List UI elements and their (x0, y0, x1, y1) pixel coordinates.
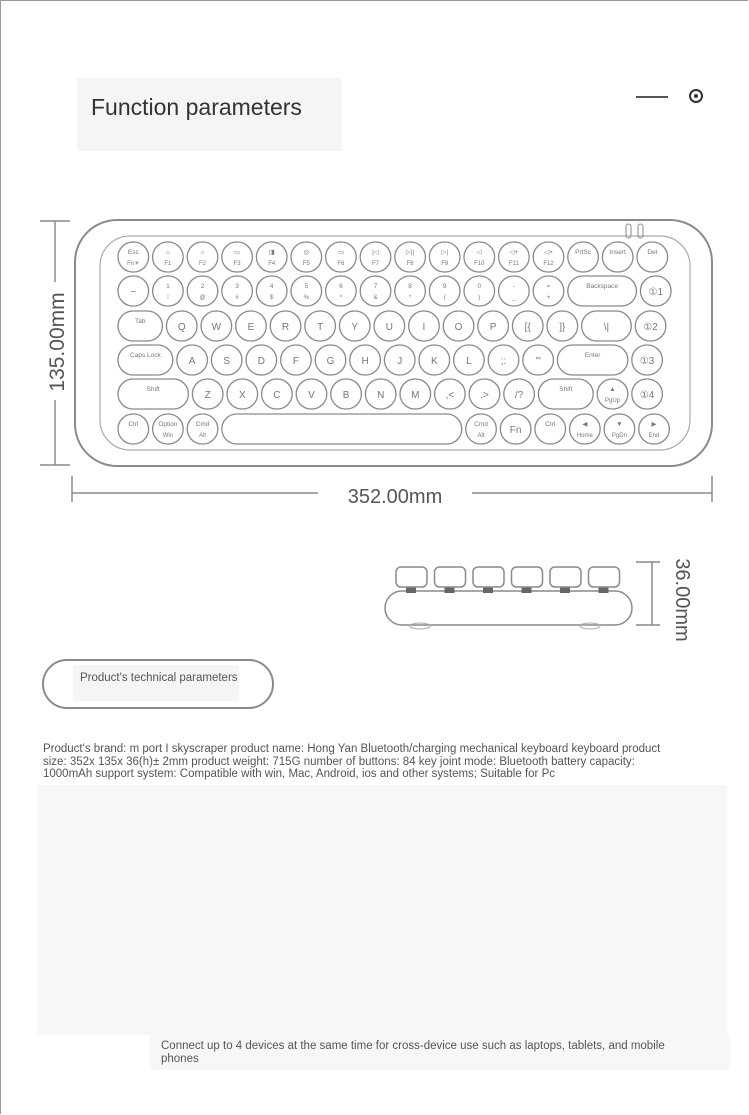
key-label: J (397, 356, 403, 367)
key-sublabel: Alt (477, 433, 485, 439)
footer-caption: Connect up to 4 devices at the same time for cross-device use such as laptops, tablets, and mobile phones (161, 1040, 665, 1065)
key-0-2 (187, 242, 218, 272)
width-dimension-label: 352.00mm (347, 486, 443, 508)
page-title: Function parameters (91, 94, 302, 120)
key-0-4 (256, 242, 287, 272)
key-4-12 (597, 379, 628, 409)
key-1-11 (499, 276, 530, 306)
key-0-6 (326, 242, 357, 272)
key-label: ▲ (609, 386, 616, 393)
key-sublabel: F2 (198, 261, 207, 267)
side-keycap (396, 567, 427, 587)
key-sublabel: * (408, 295, 412, 301)
key-sublabel: F11 (508, 261, 519, 267)
key-1-10 (464, 276, 495, 306)
parameters-text: Product's brand: m port I skyscraper product name: Hong Yan Bluetooth/charging mechanical keyboard keyboard product size: 352x 135x 36(h)± 2mm product weight: 715G number of buttons: 84 key joint mode: Bluetooth battery capacity: 1000mAh support system: Compatible with win, Mac, Android, ios and other systems; Suitable for Pc (43, 743, 661, 780)
key-sublabel: F7 (371, 261, 380, 267)
key-label: 1 (166, 283, 170, 290)
key-5-3 (222, 414, 462, 444)
side-keycap (550, 567, 581, 587)
key-label: 3 (235, 283, 239, 290)
key-label: ▼ (616, 421, 623, 428)
key-label: I (422, 322, 426, 333)
key-label: Cmd (195, 421, 210, 428)
key-sublabel: & (373, 295, 378, 301)
key-label: ▭ (234, 249, 241, 256)
key-label: ~ (130, 287, 137, 298)
key-label: Ctrl (545, 421, 556, 428)
key-label: |◁ (372, 249, 379, 256)
key-5-0 (118, 414, 149, 444)
key-sublabel: ) (478, 295, 481, 301)
key-3-12 (557, 345, 627, 375)
key-label: /? (514, 390, 524, 401)
key-sublabel: F5 (302, 261, 310, 267)
key-0-0 (118, 242, 149, 272)
key-label: ◁+ (509, 249, 519, 256)
key-label: '" (535, 356, 541, 367)
height-dimension-label: 135.00mm (46, 292, 69, 392)
key-label: G (326, 356, 335, 367)
key-label: Caps Lock (130, 352, 161, 359)
key-label: W (211, 322, 222, 333)
key-0-13 (568, 242, 599, 272)
key-label: Y (351, 322, 359, 333)
key-0-9 (429, 242, 460, 272)
key-label: Shift (146, 386, 160, 393)
key-label: Insert (609, 249, 626, 256)
key-label: ]} (559, 322, 566, 333)
key-label: Ctrl (128, 421, 139, 428)
key-5-1 (153, 414, 184, 444)
key-sublabel: $ (270, 295, 274, 301)
key-5-2 (187, 414, 218, 444)
key-sublabel: F12 (543, 261, 554, 267)
key-sublabel: PgUp (605, 398, 621, 404)
key-5-7 (570, 414, 601, 444)
key-sublabel: # (235, 295, 239, 301)
key-sublabel: PgDn (611, 433, 627, 439)
key-1-12 (533, 276, 564, 306)
key-label: ①1 (648, 287, 664, 298)
key-0-12 (533, 242, 564, 272)
key-label: ▷| (441, 249, 449, 256)
key-1-7 (360, 276, 391, 306)
key-label: 5 (304, 283, 309, 290)
key-label: [{ (524, 322, 531, 333)
key-1-13 (568, 276, 637, 306)
depth-dimension-label: 36.00mm (671, 558, 693, 642)
key-label: ◨ (268, 249, 275, 256)
key-label: X (238, 390, 246, 401)
key-label: Z (204, 390, 211, 401)
key-label: ①4 (639, 390, 655, 401)
key-2-0 (118, 311, 162, 341)
key-0-10 (464, 242, 495, 272)
key-label: Fn (509, 425, 522, 436)
key-label: ▶ (651, 421, 657, 428)
key-sublabel: Alt (198, 433, 207, 439)
key-label: 4 (269, 283, 274, 290)
key-sublabel: Fn☀ (127, 261, 140, 267)
key-label: A (188, 356, 196, 367)
key-label: Cmd (474, 421, 488, 428)
technical-params-label: Product's technical parameters (80, 672, 238, 684)
key-label: H (361, 356, 369, 367)
key-label: ▷|| (405, 249, 415, 256)
key-label: Esc (127, 249, 139, 256)
key-sublabel: F8 (406, 261, 414, 267)
key-label: ▭ (337, 249, 344, 256)
key-label: 2 (200, 283, 205, 290)
key-label: ,< (445, 390, 455, 401)
key-1-2 (187, 276, 218, 306)
key-label: .> (480, 390, 489, 401)
key-sublabel: Win (162, 433, 174, 439)
key-sublabel: ( (443, 295, 446, 301)
key-sublabel: ^ (339, 295, 343, 301)
key-label: Q (177, 322, 186, 333)
key-label: Shift (559, 386, 573, 393)
key-label: Del (647, 249, 658, 256)
key-1-9 (429, 276, 460, 306)
key-sublabel: F6 (337, 261, 345, 267)
key-1-1 (153, 276, 184, 306)
key-0-3 (222, 242, 253, 272)
side-keycap (589, 567, 620, 587)
key-label: 8 (408, 283, 412, 290)
side-keycap (473, 567, 504, 587)
key-label: ①3 (639, 356, 655, 367)
key-label: U (385, 322, 393, 333)
key-1-6 (326, 276, 357, 306)
key-label: ☼ (164, 249, 171, 256)
key-sublabel: + (546, 295, 551, 301)
key-1-4 (256, 276, 287, 306)
key-label: E (247, 322, 255, 333)
key-1-8 (395, 276, 426, 306)
key-label: 0 (477, 283, 482, 290)
key-label: D (257, 356, 265, 367)
key-label: V (308, 390, 315, 401)
key-sublabel: % (303, 295, 309, 301)
key-label: M (411, 390, 420, 401)
key-label: ◀ (582, 421, 588, 428)
key-label: C (273, 390, 281, 401)
key-sublabel: F3 (233, 261, 241, 267)
key-label: N (377, 390, 385, 401)
key-sublabel: F10 (474, 261, 485, 267)
key-sublabel: Home (576, 433, 593, 439)
key-label: ◁ (476, 249, 482, 256)
key-label: 6 (339, 283, 343, 290)
key-4-0 (118, 379, 188, 409)
key-label: Enter (584, 352, 601, 359)
technical-params-badge (42, 659, 274, 709)
key-sublabel: F4 (268, 261, 276, 267)
key-label: PrtSc (575, 249, 592, 256)
key-1-5 (291, 276, 322, 306)
key-label: 7 (373, 283, 378, 290)
key-3-0 (118, 345, 173, 375)
key-5-9 (639, 414, 670, 444)
key-label: F (292, 356, 299, 367)
key-0-7 (360, 242, 391, 272)
key-label: ;: (500, 356, 507, 367)
key-sublabel: _ (512, 295, 516, 301)
key-label: R (281, 322, 290, 333)
key-5-8 (604, 414, 635, 444)
key-1-3 (222, 276, 253, 306)
key-label: B (342, 390, 350, 401)
key-sublabel: End (648, 433, 660, 439)
key-sublabel: F9 (441, 261, 449, 267)
key-label: L (466, 356, 472, 367)
key-0-11 (499, 242, 530, 272)
key-label: ◎ (303, 249, 310, 256)
key-sublabel: F1 (164, 261, 172, 267)
key-5-6 (535, 414, 566, 444)
key-sublabel: ! (167, 295, 169, 301)
key-0-8 (395, 242, 426, 272)
key-label: ◁× (544, 249, 553, 256)
key-label: Option (158, 421, 178, 428)
keyboard-side-view (385, 567, 632, 629)
side-keycap (435, 567, 466, 587)
key-5-4 (466, 414, 497, 444)
image-placeholder-panel (37, 785, 727, 1035)
key-label: Tab (134, 318, 146, 325)
key-label: \| (603, 322, 610, 333)
key-sublabel: @ (199, 295, 206, 301)
key-0-5 (291, 242, 322, 272)
key-label: O (454, 322, 463, 333)
key-label: ①2 (643, 322, 658, 333)
key-0-14 (602, 242, 633, 272)
key-4-11 (538, 379, 593, 409)
key-label: S (223, 356, 231, 367)
key-0-15 (637, 242, 668, 272)
key-label: - (512, 283, 515, 290)
key-label: = (546, 283, 551, 290)
side-keycap (512, 567, 543, 587)
key-label: P (489, 322, 497, 333)
key-label: T (317, 322, 324, 333)
key-label: Backspace (586, 283, 619, 290)
key-0-1 (153, 242, 184, 272)
key-label: 9 (442, 283, 447, 290)
key-label: ☼ (199, 249, 206, 256)
key-label: K (430, 356, 438, 367)
